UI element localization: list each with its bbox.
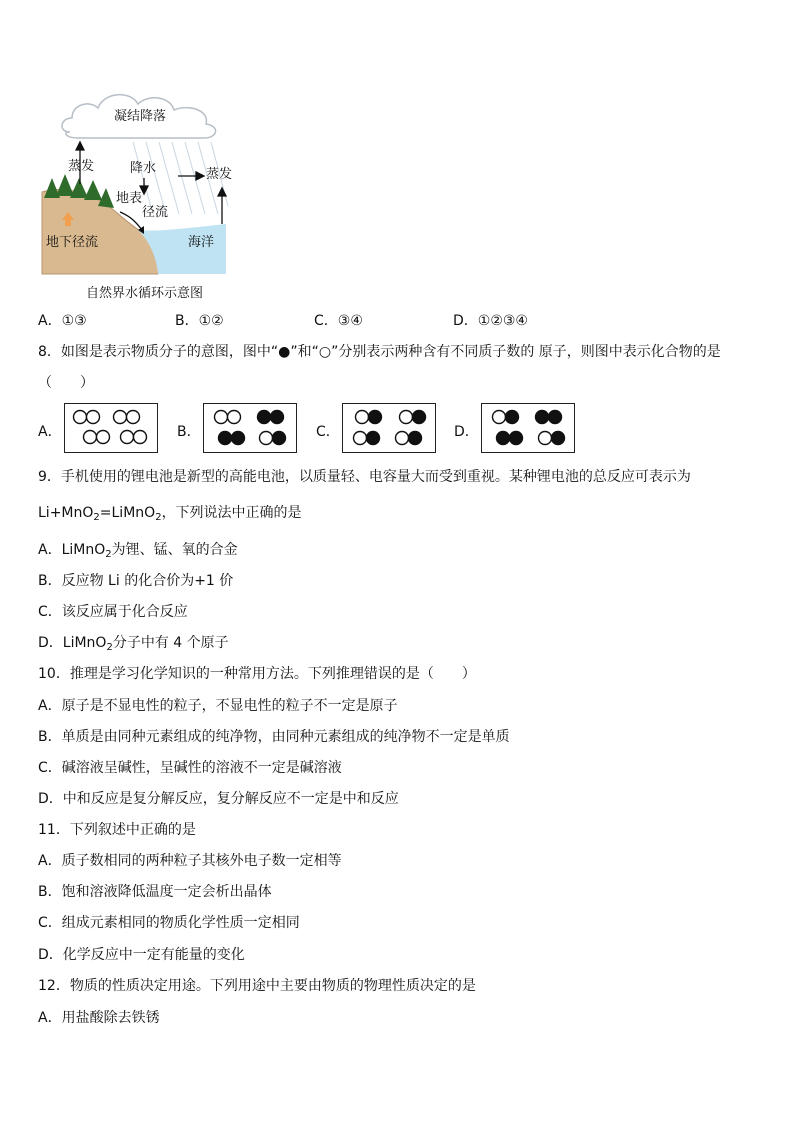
- q10-option-c: C．碱溶液呈碱性，呈碱性的溶液不一定是碱溶液: [38, 760, 342, 776]
- q9-equation-line: [38, 504, 302, 527]
- q11-option-a: A．质子数相同的两种粒子其核外电子数一定相等: [38, 853, 342, 869]
- label-evap-right: 蒸发: [206, 167, 232, 182]
- label-ocean: 海洋: [188, 235, 215, 250]
- label-rain: 降水: [130, 161, 157, 176]
- q9-option-a-formula: A．LiMnO: [38, 542, 106, 558]
- q9-stem: 9．手机使用的锂电池是新型的高能电池，以质量轻、电容量大而受到重视。某种锂电池的总反应可表示为: [38, 469, 691, 485]
- q11-option-d: D．化学反应中一定有能量的变化: [38, 947, 245, 963]
- molecules-a: [65, 404, 156, 451]
- figure-caption: 自然界水循环示意图: [86, 286, 204, 301]
- q8-stem: 8．如图是表示物质分子的意图，图中“●”和“○”分别表示两种含有不同质子数的 原子，则图中表示化合物的是: [38, 344, 721, 360]
- q9-option-c: C．该反应属于化合反应: [38, 604, 188, 620]
- q8-stem-paren: （ ）: [38, 375, 94, 391]
- q9-option-a-text: 为锂、锰、氧的合金: [111, 542, 238, 558]
- label-evap-left: 蒸发: [68, 159, 95, 174]
- q9-option-a-sub: 2: [105, 549, 112, 560]
- q10-option-b: B．单质是由同种元素组成的纯净物，由同种元素组成的纯净物不一定是单质: [38, 729, 510, 745]
- q10-option-d: D．中和反应是复分解反应，复分解反应不一定是中和反应: [38, 791, 399, 807]
- molecules-c: [343, 404, 434, 451]
- evap-right-arrow: [218, 188, 226, 196]
- q9-eq-sub1: 2: [93, 512, 100, 523]
- q12-stem: 12．物质的性质决定用途。下列用途中主要由物质的物理性质决定的是: [38, 978, 476, 994]
- q8-label-c: C．: [316, 424, 340, 440]
- q12-option-a: A．用盐酸除去铁锈: [38, 1010, 160, 1026]
- q8-molecule-box-a: [64, 403, 158, 453]
- q8-molecule-box-b: [203, 403, 297, 453]
- q9-eq-left: Li+MnO: [38, 505, 94, 521]
- q9-option-d-formula: D．LiMnO: [38, 635, 107, 651]
- q8-label-d: D．: [454, 424, 479, 440]
- q9-eq-right: =LiMnO: [99, 505, 156, 521]
- q11-option-c: C．组成元素相同的物质化学性质一定相同: [38, 915, 300, 931]
- q8-molecule-box-d: [481, 403, 575, 453]
- label-runoff: 径流: [142, 205, 169, 220]
- q11-stem: 11．下列叙述中正确的是: [38, 822, 196, 838]
- q10-option-a: A．原子是不显电性的粒子，不显电性的粒子不一定是原子: [38, 698, 398, 714]
- q11-option-b: B．饱和溶液降低温度一定会析出晶体: [38, 884, 272, 900]
- molecules-b: [204, 404, 295, 451]
- q8-label-a: A．: [38, 424, 62, 440]
- q9-option-d-sub: 2: [106, 642, 113, 653]
- evap-left-arrow: [76, 142, 84, 150]
- q10-stem: 10．推理是学习化学知识的一种常用方法。下列推理错误的是（ ）: [38, 666, 476, 682]
- water-cycle-diagram: [38, 84, 232, 284]
- label-surface: 地表: [116, 191, 143, 206]
- q9-option-d: [38, 634, 229, 657]
- q7-option-a: A．①③: [38, 313, 87, 329]
- q9-option-d-text: 分子中有 4 个原子: [112, 635, 229, 651]
- q9-eq-tail: ，下列说法中正确的是: [161, 505, 302, 521]
- q9-option-a: [38, 541, 238, 564]
- q7-option-b: B．①②: [175, 313, 224, 329]
- label-underground: 地下径流: [46, 235, 99, 250]
- molecules-d: [482, 404, 573, 451]
- evap-right-top-arrow: [196, 172, 204, 180]
- q9-eq-sub2: 2: [155, 512, 162, 523]
- label-cloud: 凝结降落: [114, 109, 167, 124]
- q7-option-d: D．①②③④: [453, 313, 528, 329]
- q8-molecule-box-c: [342, 403, 436, 453]
- q8-label-b: B．: [177, 424, 201, 440]
- water-cycle-figure: [38, 84, 232, 284]
- q9-option-b: B．反应物 Li 的化合价为+1 价: [38, 573, 234, 589]
- q7-option-c: C．③④: [314, 313, 363, 329]
